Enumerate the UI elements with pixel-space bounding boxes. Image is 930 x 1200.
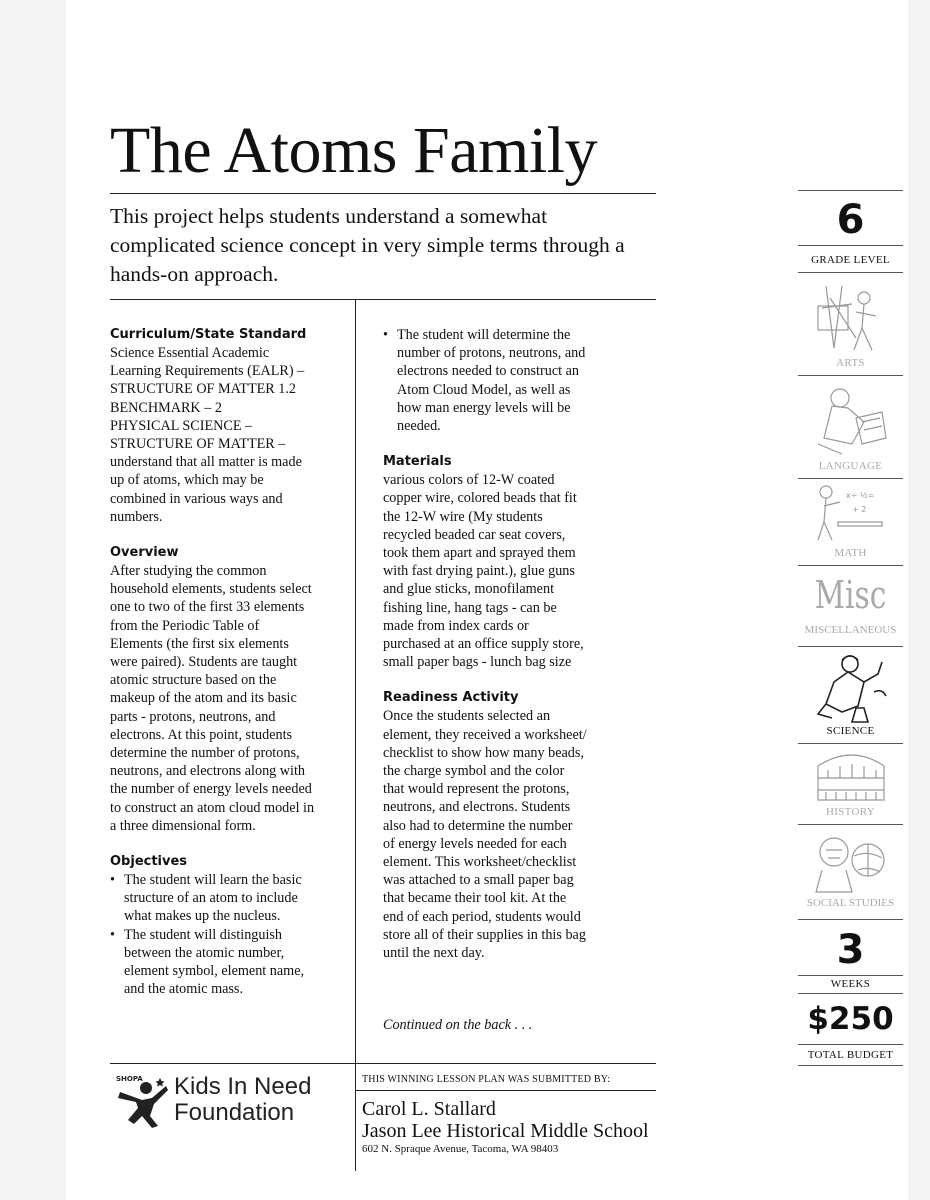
text-line: between the atomic number, [124, 944, 285, 961]
sidebar-rule [798, 824, 903, 825]
text-line: PHYSICAL SCIENCE – [110, 417, 253, 434]
sidebar-rule [798, 646, 903, 647]
subject-label-social-studies: SOCIAL STUDIES [806, 897, 895, 909]
text-line: the number of energy levels needed [110, 781, 312, 798]
weeks-label: WEEKS [830, 978, 871, 990]
math-icon [812, 482, 890, 546]
sidebar-rule [798, 245, 903, 246]
text-line: parts - protons, neutrons, and [110, 708, 276, 725]
sidebar-rule [798, 478, 903, 479]
text-line: • The student will distinguish [124, 926, 283, 943]
overview-heading: Overview [110, 545, 179, 561]
text-line: were paired). Students are taught [110, 654, 298, 671]
overview-text [110, 562, 345, 835]
text-line: STRUCTURE OF MATTER 1.2 [110, 381, 297, 398]
subject-label-arts: ARTS [836, 357, 865, 369]
sidebar-rule [798, 1065, 903, 1066]
objectives-list-continued [383, 326, 638, 435]
sidebar-rule [798, 743, 903, 744]
curriculum-text [110, 344, 345, 526]
text-line: electrons. At this point, students [110, 726, 293, 743]
text-line: number of protons, neutrons, and [397, 345, 586, 362]
text-line: element. This worksheet/checklist [383, 854, 577, 871]
objectives-list [110, 871, 345, 998]
svg-text:+ 2: + 2 [852, 505, 867, 514]
text-line: electrons needed to construct an [397, 363, 579, 380]
school-address: 602 N. Spraque Avenue, Tacoma, WA 98403 [362, 1143, 559, 1155]
page-margin-right [908, 0, 930, 1200]
subject-label-language: LANGUAGE [818, 460, 883, 472]
text-line: • The student will determine the [397, 327, 571, 343]
text-line: up of atoms, which may be [110, 472, 264, 489]
list-item [383, 326, 638, 435]
text-line: determine the number of protons, [110, 745, 300, 762]
objectives-heading: Objectives [110, 854, 188, 870]
text-line: made from index cards or [383, 617, 529, 634]
kids-figure-icon [112, 1070, 172, 1130]
text-line: After studying the common [110, 563, 267, 580]
materials-heading: Materials [383, 454, 452, 470]
text-line: Elements (the first six elements [110, 635, 289, 652]
page-margin-left [0, 0, 66, 1200]
text-line: neutrons, and electrons. Students [383, 799, 571, 816]
text-line: BENCHMARK – 2 [110, 399, 222, 416]
text-line: structure of an atom to include [124, 890, 298, 907]
budget-value: $250 [807, 1001, 894, 1037]
text-line: to construct an atom cloud model in [110, 799, 315, 816]
list-item [110, 926, 345, 999]
subtitle-rule [110, 299, 656, 300]
right-column [383, 326, 638, 962]
column-divider [355, 299, 356, 1171]
text-line: store all of their supplies in this bag [383, 926, 586, 943]
readiness-text [383, 707, 638, 962]
text-line: of energy levels needed for each [383, 835, 567, 852]
text-line: what makes up the nucleus. [124, 908, 281, 925]
grade-level-value: 6 [836, 197, 865, 243]
logo-line-2: Foundation [174, 1099, 295, 1126]
text-line: various colors of 12-W coated [383, 472, 555, 489]
text-line: needed. [397, 418, 441, 435]
text-line: fishing line, hang tags - can be [383, 599, 557, 616]
grade-level-label: GRADE LEVEL [811, 254, 890, 266]
text-line: STRUCTURE OF MATTER – [110, 436, 286, 453]
teacher-name: Carol L. Stallard [362, 1098, 496, 1120]
logo-wordmark [174, 1074, 311, 1126]
arts-icon [812, 278, 890, 358]
sidebar-rule [798, 375, 903, 376]
text-line: and the atomic mass. [124, 981, 243, 998]
text-line: atomic structure based on the [110, 672, 277, 689]
text-line: element, they received a worksheet/ [383, 726, 587, 743]
subject-label-science: SCIENCE [826, 725, 875, 737]
text-line: Learning Requirements (EALR) – [110, 363, 305, 380]
title-rule [110, 193, 656, 194]
text-line: Once the students selected an [383, 708, 551, 725]
text-line: with fast drying paint.), glue guns [383, 563, 575, 580]
svg-text:x÷ ½=: x÷ ½= [846, 491, 875, 500]
text-line: recycled beaded car seat covers, [383, 526, 566, 543]
language-icon [812, 382, 890, 460]
subject-label-math: MATH [834, 547, 867, 559]
text-line: one to two of the first 33 elements [110, 599, 305, 616]
text-line: element symbol, element name, [124, 963, 305, 980]
materials-text [383, 471, 638, 671]
sidebar-rule [798, 565, 903, 566]
text-line: took them apart and sprayed them [383, 545, 576, 562]
list-item [110, 871, 345, 926]
readiness-heading: Readiness Activity [383, 690, 519, 706]
sidebar-rule [798, 919, 903, 920]
text-line: numbers. [110, 508, 163, 525]
subject-label-history: HISTORY [826, 806, 875, 818]
footer-rule-right [356, 1063, 656, 1064]
text-line: combined in various ways and [110, 490, 283, 507]
text-line: Atom Cloud Model, as well as [397, 381, 571, 398]
logo-line-1: Kids In Need [174, 1073, 312, 1100]
text-line: understand that all matter is made [110, 454, 302, 471]
continued-note: Continued on the back . . . [383, 1017, 533, 1033]
text-line: Science Essential Academic [110, 345, 270, 361]
subject-label-misc: MISCELLANEOUS [804, 624, 897, 636]
text-line: makeup of the atom and its basic [110, 690, 297, 707]
text-line: copper wire, colored beads that fit [383, 490, 577, 507]
sidebar-rule [798, 272, 903, 273]
misc-icon: Misc [814, 573, 887, 617]
page-subtitle: This project helps students understand a somewhat complicated science concept in very simple terms through a hands-on approach. [110, 204, 625, 286]
page-title: The Atoms Family [110, 114, 597, 187]
sidebar-rule [798, 1044, 903, 1045]
sidebar-rule [798, 993, 903, 994]
budget-label: TOTAL BUDGET [807, 1049, 894, 1061]
submitted-rule [356, 1090, 656, 1091]
weeks-value: 3 [836, 927, 865, 973]
kids-in-need-logo [112, 1070, 332, 1130]
text-line: checklist to show how many beads, [383, 744, 584, 761]
submitter-block [362, 1098, 649, 1142]
sidebar-rule [798, 975, 903, 976]
text-line: until the next day. [383, 945, 485, 962]
text-line: neutrons, and electrons along with [110, 763, 306, 780]
text-line: and glue sticks, monofilament [383, 581, 555, 598]
footer-rule-left [110, 1063, 355, 1064]
text-line: a three dimensional form. [110, 817, 256, 834]
text-line: was attached to a small paper bag [383, 872, 574, 889]
text-line: that became their tool kit. At the [383, 890, 567, 907]
school-name: Jason Lee Historical Middle School [362, 1120, 649, 1142]
text-line: how man energy levels will be [397, 399, 571, 416]
history-icon [812, 748, 890, 806]
text-line: household elements, students select [110, 581, 312, 598]
social-studies-icon [812, 830, 890, 896]
science-icon [812, 652, 890, 724]
left-column [110, 326, 345, 999]
text-line: from the Periodic Table of [110, 617, 260, 634]
text-line: also had to determine the number [383, 817, 573, 834]
text-line: end of each period, students would [383, 908, 581, 925]
text-line: the 12-W wire (My students [383, 508, 543, 525]
submitted-by-label: THIS WINNING LESSON PLAN WAS SUBMITTED BY: [362, 1074, 611, 1085]
sidebar-rule [798, 190, 903, 191]
text-line: that would represent the protons, [383, 781, 570, 798]
text-line: purchased at an office supply store, [383, 636, 584, 653]
text-line: the charge symbol and the color [383, 763, 565, 780]
text-line: • The student will learn the basic [124, 872, 302, 889]
logo-shopa-text: SHOPA [116, 1075, 143, 1083]
text-line: small paper bags - lunch bag size [383, 654, 572, 671]
curriculum-heading: Curriculum/State Standard [110, 327, 307, 342]
